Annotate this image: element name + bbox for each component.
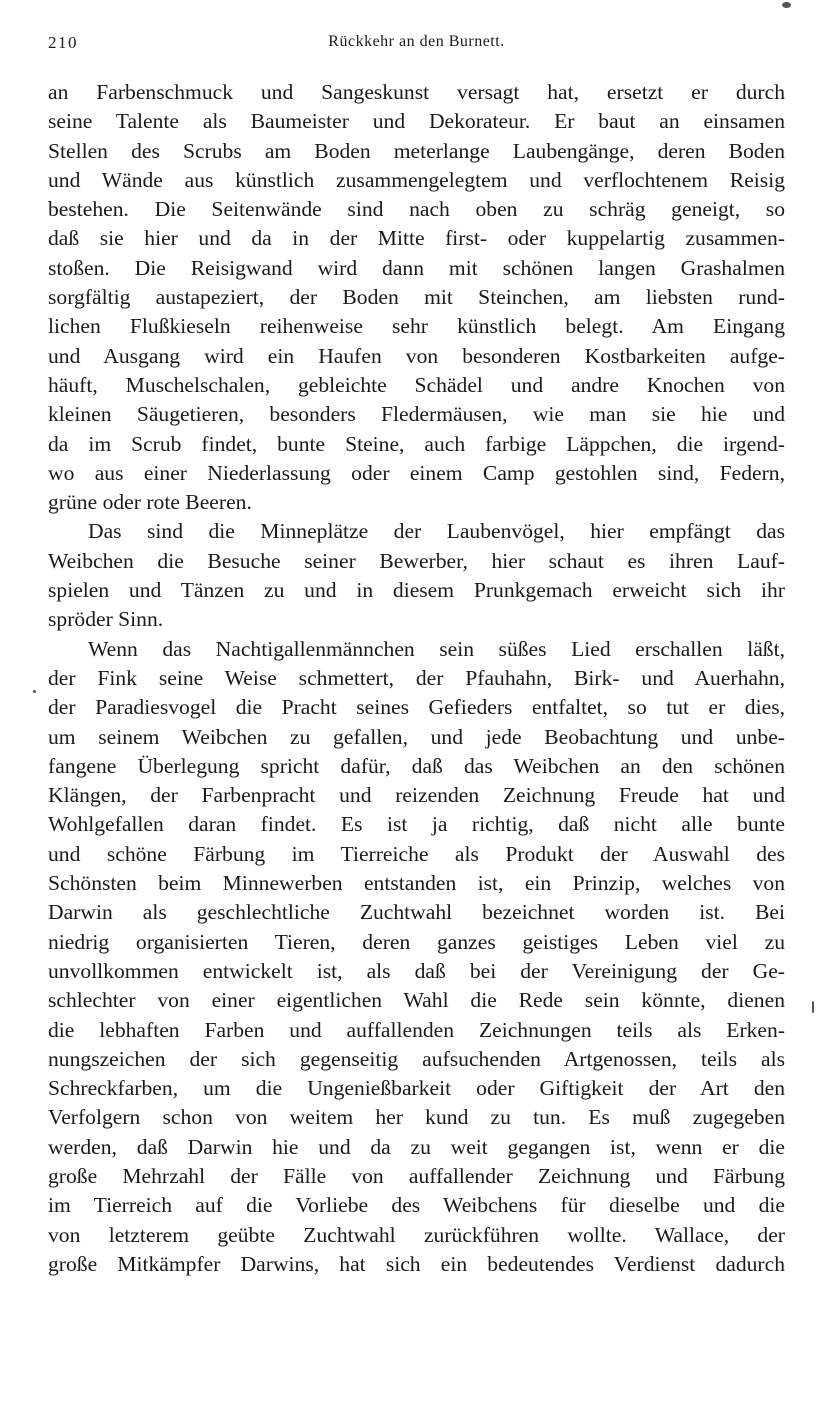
text-line: unvollkommen entwickelt ist, als daß bei der Vereinigung der Ge- (48, 958, 785, 983)
text-line: Schreckfarben, um die Ungenießbarkeit oder Giftigkeit der Art den (48, 1076, 785, 1101)
text-line: stoßen. Die Reisigwand wird dann mit schönen langen Grashalmen (48, 255, 785, 280)
text-line: spröder Sinn. (48, 607, 164, 632)
text-line: im Tierreich auf die Vorliebe des Weibchens für dieselbe und die (48, 1193, 785, 1218)
text-line: häuft, Muschelschalen, gebleichte Schädel und andre Knochen von (48, 372, 785, 397)
text-line: kleinen Säugetieren, besonders Fledermäusen, wie man sie hie und (48, 402, 785, 427)
text-line: Darwin als geschlechtliche Zuchtwahl bezeichnet worden ist. Bei (48, 900, 785, 925)
running-head (48, 33, 785, 57)
ink-speck (782, 2, 791, 8)
text-line: um seinem Weibchen zu gefallen, und jede Beobachtung und unbe- (48, 724, 785, 749)
text-line: Klängen, der Farbenpracht und reizenden Zeichnung Freude hat und (48, 783, 785, 808)
text-line: da im Scrub findet, bunte Steine, auch farbige Läppchen, die irgend- (48, 431, 785, 456)
page-number: 210 (48, 33, 78, 52)
text-line: große Mitkämpfer Darwins, hat sich ein bedeutendes Verdienst dadurch (48, 1251, 785, 1276)
text-line: und schöne Färbung im Tierreiche als Produkt der Auswahl des (48, 841, 785, 866)
text-line: Wohlgefallen daran findet. Es ist ja richtig, daß nicht alle bunte (48, 812, 785, 837)
text-line: der Paradiesvogel die Pracht seines Gefieders entfaltet, so tut er dies, (48, 695, 785, 720)
text-line: Wenn das Nachtigallenmännchen sein süßes Lied erschallen läßt, (88, 636, 785, 661)
text-line: grüne oder rote Beeren. (48, 490, 252, 515)
text-line: werden, daß Darwin hie und da zu weit gegangen ist, wenn er die (48, 1134, 785, 1159)
text-line: Schönsten beim Minnewerben entstanden ist, ein Prinzip, welches von (48, 871, 785, 896)
ink-speck (812, 1001, 814, 1013)
text-line: schlechter von einer eigentlichen Wahl die Rede sein könnte, dienen (48, 988, 785, 1013)
text-line: niedrig organisierten Tieren, deren ganzes geistiges Leben viel zu (48, 929, 785, 954)
text-line: lichen Flußkieseln reihenweise sehr künstlich belegt. Am Eingang (48, 314, 785, 339)
text-line: Stellen des Scrubs am Boden meterlange Laubengänge, deren Boden (48, 138, 785, 163)
text-line: die lebhaften Farben und auffallenden Zeichnungen teils als Erken- (48, 1017, 785, 1042)
text-line: bestehen. Die Seitenwände sind nach oben zu schräg geneigt, so (48, 197, 785, 222)
text-line: wo aus einer Niederlassung oder einem Camp gestohlen sind, Federn, (48, 460, 785, 485)
text-line: Das sind die Minneplätze der Laubenvögel, hier empfängt das (88, 519, 785, 544)
text-line: daß sie hier und da in der Mitte first- oder kuppelartig zusammen- (48, 226, 785, 251)
text-line: seine Talente als Baumeister und Dekorateur. Er baut an einsamen (48, 109, 785, 134)
text-line: von letzterem geübte Zuchtwahl zurückführen wollte. Wallace, der (48, 1222, 785, 1247)
text-line: Verfolgern schon von weitem her kund zu tun. Es muß zugegeben (48, 1105, 785, 1130)
body-text (48, 78, 785, 1279)
text-line: der Fink seine Weise schmettert, der Pfauhahn, Birk- und Auerhahn, (48, 665, 785, 690)
text-line: und Wände aus künstlich zusammengelegtem und verflochtenem Reisig (48, 167, 785, 192)
text-line: Weibchen die Besuche seiner Bewerber, hier schaut es ihren Lauf- (48, 548, 785, 573)
text-line: sorgfältig austapeziert, der Boden mit Steinchen, am liebsten rund- (48, 285, 785, 310)
running-title: Rückkehr an den Burnett. (328, 33, 505, 50)
text-line: an Farbenschmuck und Sangeskunst versagt hat, ersetzt er durch (48, 80, 785, 104)
text-line: nungszeichen der sich gegenseitig aufsuchenden Artgenossen, teils als (48, 1046, 785, 1071)
text-line: fangene Überlegung spricht dafür, daß das Weibchen an den schönen (48, 753, 785, 778)
text-line: spielen und Tänzen zu und in diesem Prunkgemach erweicht sich ihr (48, 578, 785, 603)
text-line: große Mehrzahl der Fälle von auffallender Zeichnung und Färbung (48, 1163, 785, 1188)
ink-speck (33, 690, 36, 693)
text-line: und Ausgang wird ein Haufen von besonderen Kostbarkeiten aufge- (48, 343, 785, 368)
